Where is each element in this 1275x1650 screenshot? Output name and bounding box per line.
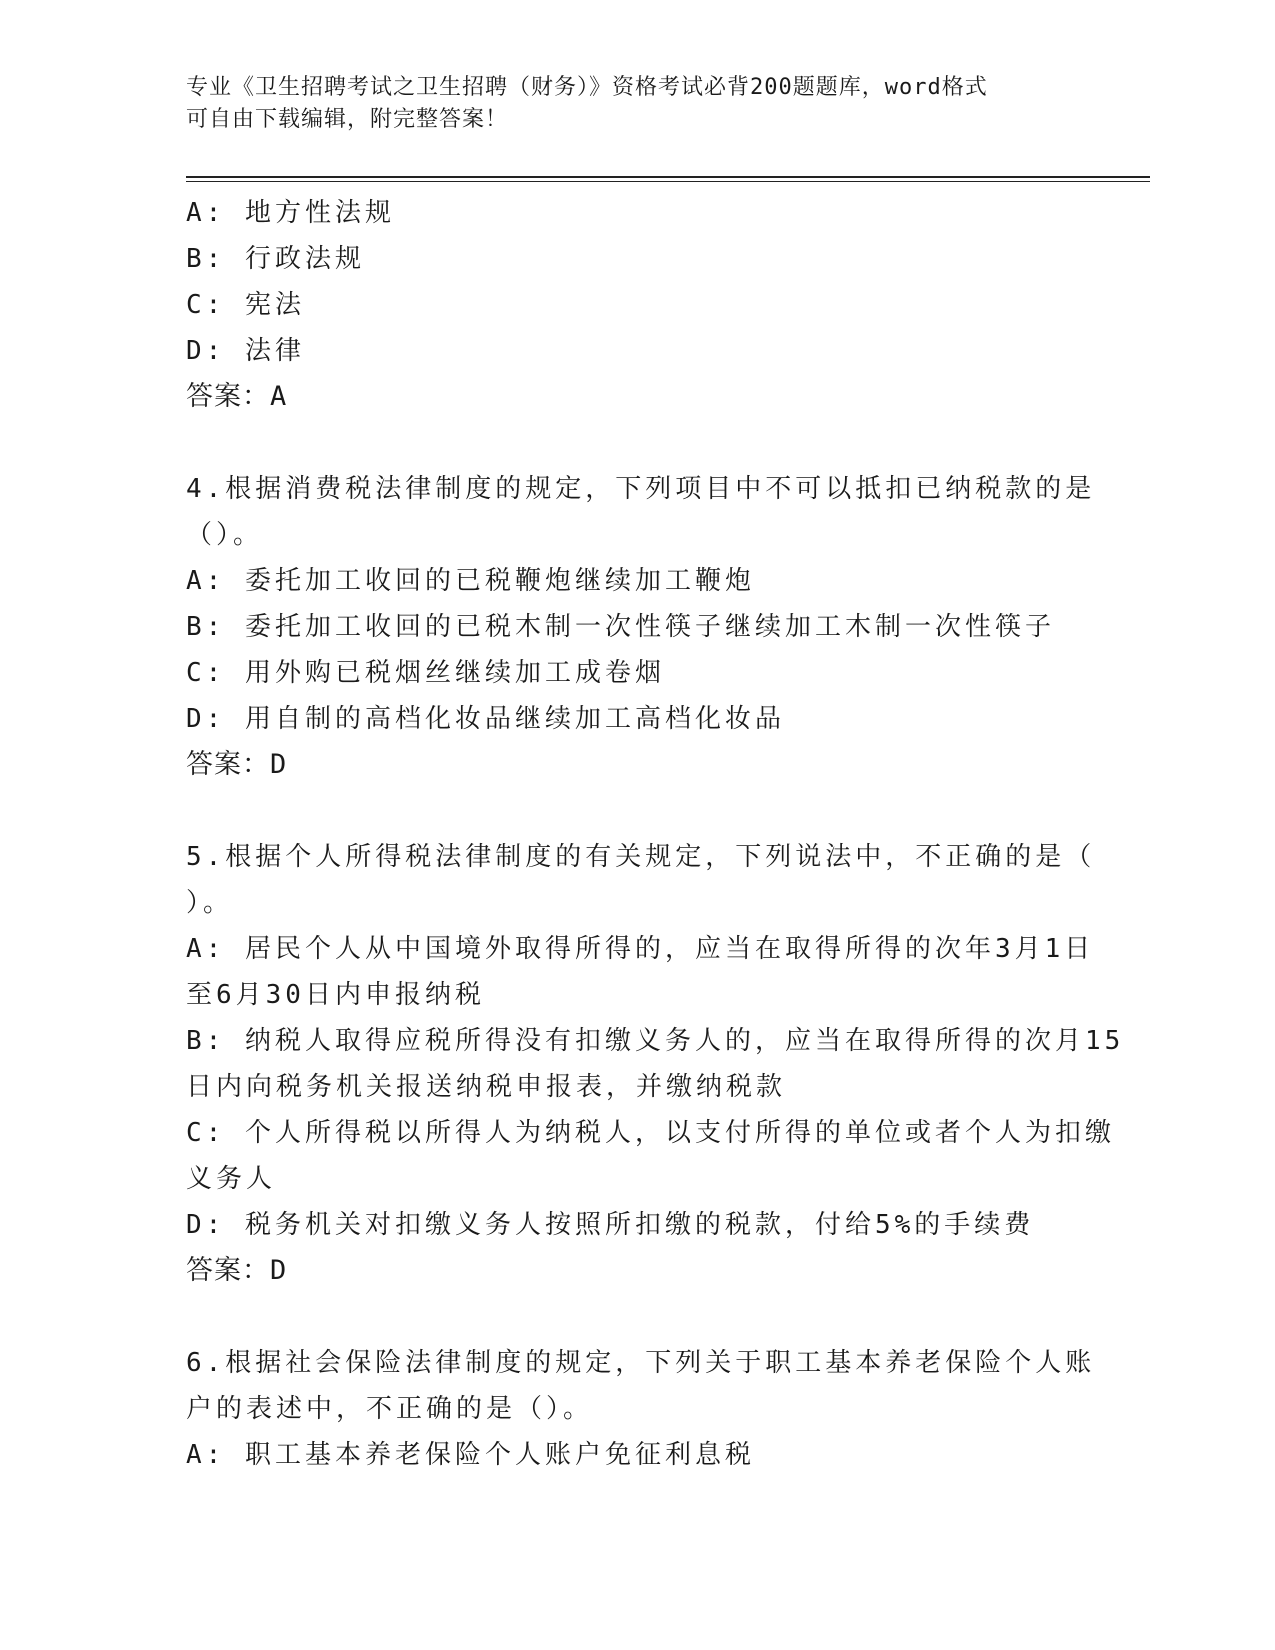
option-b-cont: 日内向税务机关报送纳税申报表，并缴纳税款 [186, 1072, 787, 1102]
option-d: D: 法律 [186, 336, 305, 366]
question-stem-cont: 户的表述中，不正确的是（）。 [186, 1394, 594, 1424]
option-d: D: 税务机关对扣缴义务人按照所扣缴的税款，付给5%的手续费 [186, 1210, 1035, 1240]
option-a: A: 居民个人从中国境外取得所得的，应当在取得所得的次年3月1日 [186, 934, 1095, 964]
header-line-2: 可自由下载编辑，附完整答案！ [186, 107, 509, 132]
question-5 [186, 834, 1125, 1294]
option-a: A: 委托加工收回的已税鞭炮继续加工鞭炮 [186, 566, 755, 596]
question-3 [186, 190, 1086, 420]
header-rule-thin [186, 181, 1150, 182]
option-c: C: 用外购已税烟丝继续加工成卷烟 [186, 658, 665, 688]
option-d: D: 用自制的高档化妆品继续加工高档化妆品 [186, 704, 785, 734]
option-c-cont: 义务人 [186, 1164, 277, 1194]
option-c: C: 个人所得税以所得人为纳税人，以支付所得的单位或者个人为扣缴 [186, 1118, 1115, 1148]
option-b: B: 行政法规 [186, 244, 365, 274]
question-4 [186, 466, 1096, 788]
answer: 答案：A [186, 381, 288, 412]
document-header [186, 72, 1066, 136]
option-a: A: 地方性法规 [186, 198, 395, 228]
option-b: B: 委托加工收回的已税木制一次性筷子继续加工木制一次性筷子 [186, 612, 1055, 642]
question-list [186, 190, 1125, 1478]
option-a-cont: 至6月30日内申报纳税 [186, 980, 485, 1010]
answer: 答案：D [186, 1255, 288, 1286]
option-a: A: 职工基本养老保险个人账户免征利息税 [186, 1440, 755, 1470]
option-b: B: 纳税人取得应税所得没有扣缴义务人的，应当在取得所得的次月15 [186, 1026, 1125, 1056]
question-stem: 5.根据个人所得税法律制度的有关规定，下列说法中，不正确的是（ [186, 842, 1096, 872]
question-stem-cont: ）。 [186, 888, 234, 918]
header-rule-thick [186, 176, 1150, 178]
answer: 答案：D [186, 749, 288, 780]
question-6 [186, 1340, 1096, 1478]
question-stem: 6.根据社会保险法律制度的规定，下列关于职工基本养老保险个人账 [186, 1348, 1096, 1378]
option-c: C: 宪法 [186, 290, 305, 320]
question-stem: 4.根据消费税法律制度的规定，下列项目中不可以抵扣已纳税款的是 [186, 474, 1096, 504]
header-line-1: 专业《卫生招聘考试之卫生招聘（财务）》资格考试必背200题题库，word格式 [186, 75, 988, 100]
question-stem-cont: （）。 [186, 520, 264, 550]
